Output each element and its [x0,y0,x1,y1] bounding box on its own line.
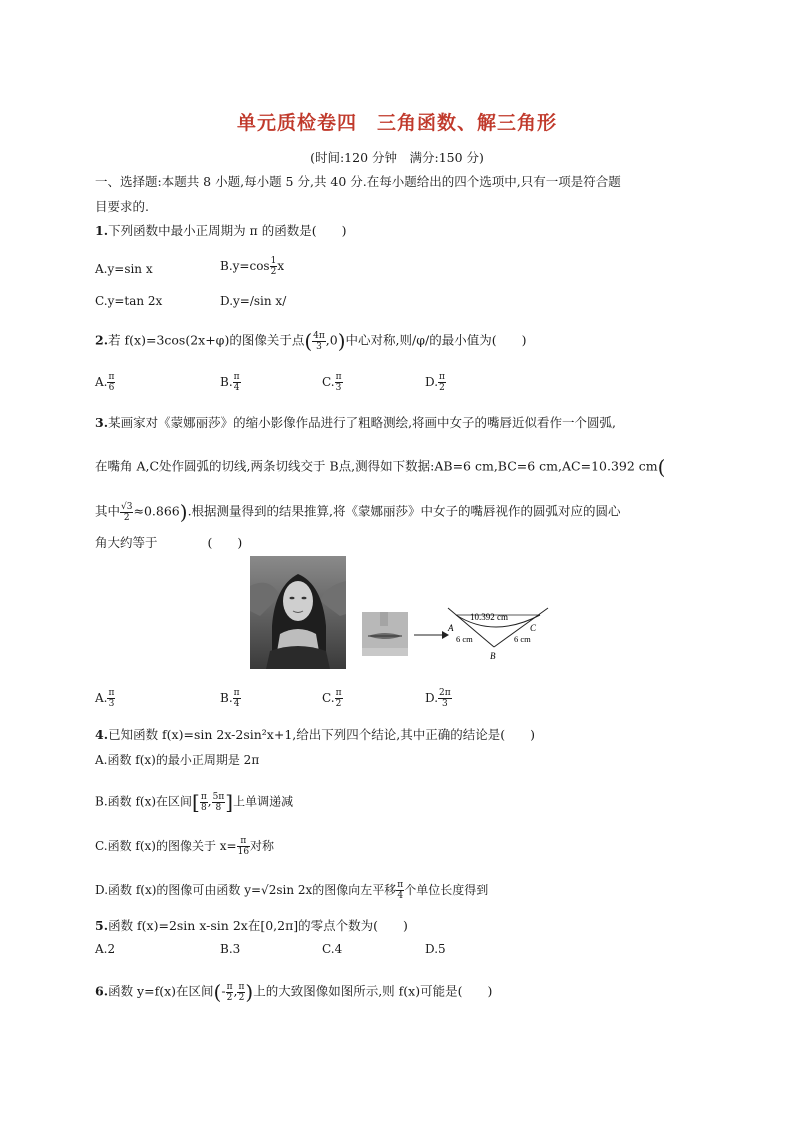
section-heading-line2: 目要求的. [95,199,149,214]
fraction-denominator: 6 [108,383,115,393]
option-text: 上单调递减 [233,794,294,809]
option-text: 个单位长度得到 [404,883,489,897]
fraction-denominator: 4 [233,699,240,709]
q2-option-b [220,372,241,393]
question-3-line3 [95,500,621,524]
minus-sign: - [221,983,226,999]
point-c-label: C [530,623,537,633]
q3-option-d [425,688,452,709]
arrow-right-icon [414,628,450,642]
fraction-numerator: π [439,372,445,382]
mona-lisa-image [250,556,346,669]
option-fraction [335,688,343,709]
q4-option-c [95,836,274,857]
fraction-denominator: 8 [200,802,207,813]
option-letter: B. [220,375,233,389]
q4-option-a: A.函数 f(x)的最小正周期是 2π [95,753,260,767]
option-letter: D. [425,691,439,705]
question-3-line4: 角大约等于 ( ) [95,535,243,550]
fraction-numerator: π [238,981,245,992]
fraction-denominator: 3 [335,383,342,393]
comma: , [233,983,238,999]
fraction-denominator: 8 [215,802,222,813]
section-heading-line1: 一、选择题:本题共 8 小题,每小题 5 分,共 40 分.在每小题给出的四个选项中,只有一项是符合题 [95,174,621,189]
fraction-denominator: 3 [441,699,448,709]
fraction-denominator: 2 [270,267,277,277]
option-text: B.函数 f(x)在区间 [95,794,193,809]
question-text: 其中 [95,503,121,519]
fraction-numerator: π [397,880,404,890]
option-fraction [212,792,226,813]
option-letter: B. [220,691,233,705]
q1-option-d: D.y=/sin x/ [220,294,287,308]
q3-option-c [322,688,343,709]
fraction-denominator: 4 [233,383,240,393]
question-4 [95,725,535,743]
q1-option-a: A.y=sin x [95,262,153,276]
root-fraction [120,502,133,523]
q2-option-d [425,372,446,393]
fraction-denominator: 2 [238,992,245,1003]
fraction-numerator: π [335,372,342,382]
paren-open: ( [304,329,313,353]
q5-option-d: D.5 [425,942,446,956]
paren-close: ) [179,500,188,524]
paren-close: ) [337,329,346,353]
q5-option-b: B.3 [220,942,241,956]
question-number: 4. [95,727,109,742]
option-fraction [233,372,241,393]
question-number: 5. [95,918,109,933]
paren-open: ( [657,455,666,479]
q5-option-c: C.4 [322,942,343,956]
fraction-denominator: 2 [123,512,130,523]
ac-length-label: 10.392 cm [470,612,508,622]
q1-option-c: C.y=tan 2x [95,294,163,308]
fraction-denominator: 2 [226,992,233,1003]
fraction-numerator: π [108,372,115,382]
option-text: D.函数 f(x)的图像可由函数 y=√2sin 2x的图像向左平移 [95,883,397,897]
option-letter: C. [322,691,335,705]
option-letter: C. [322,375,335,389]
question-number: 3. [95,415,109,430]
question-number: 1. [95,223,109,238]
option-letter: A. [95,691,108,705]
fraction-numerator: 5π [212,791,225,802]
question-5 [95,916,408,934]
paren-close: ) [245,980,254,1004]
option-fraction [107,372,115,393]
fraction-numerator: π [108,688,115,698]
fraction-denominator: 4 [397,891,404,901]
fraction-denominator: 3 [108,699,115,709]
option-fraction [438,688,452,709]
question-text: 函数 y=f(x)在区间 [108,983,214,999]
q2-option-c [322,372,343,393]
question-text: 下列函数中最小正周期为 π 的函数是( ) [108,223,347,238]
question-6 [95,980,492,1004]
fraction-numerator: π [237,836,250,847]
option-text: C.函数 f(x)的图像关于 x= [95,839,237,853]
q1-option-b-pre: B.y=cos [220,259,270,273]
option-fraction [107,688,115,709]
comma: , [207,794,212,809]
question-text-pre: 若 f(x)=3cos(2x+φ)的图像关于点 [108,332,305,348]
question-text: ≈0.866 [133,503,180,519]
lips-closeup-image [362,612,408,656]
q4-option-d [95,880,488,901]
question-text: 某画家对《蒙娜丽莎》的缩小影像作品进行了粗略测绘,将画中女子的嘴唇近似看作一个圆弧, [108,415,617,430]
option-fraction [396,880,404,901]
question-text: 上的大致图像如图所示,则 f(x)可能是( ) [253,983,493,999]
fraction-numerator: π [335,688,342,698]
question-text: 函数 f(x)=2sin x-sin 2x在[0,2π]的零点个数为( ) [108,918,408,933]
fraction-numerator: π [233,372,240,382]
fraction-denominator: 16 [237,847,250,857]
question-text: 已知函数 f(x)=sin 2x-2sin²x+1,给出下列四个结论,其中正确的结论是( ) [108,727,535,742]
q3-option-b [220,688,241,709]
q2-point-post: ,0 [325,332,338,348]
fraction-numerator: 1 [270,256,277,266]
fraction-numerator: 2π [439,688,451,698]
option-fraction [233,688,241,709]
q3-option-a [95,688,115,709]
exam-info: (时间:120 分钟 满分:150 分) [310,150,484,165]
q2-point-fraction [312,331,326,352]
question-text-post: 中心对称,则/φ/的最小值为( ) [345,332,527,348]
q2-option-a [95,372,115,393]
bc-length-label: 6 cm [514,634,531,644]
fraction-numerator: π [226,981,233,992]
question-2 [95,329,526,353]
fraction-numerator: π [200,791,207,802]
fraction-numerator: π [233,688,240,698]
option-text: 对称 [250,839,275,853]
bracket-close: ] [225,790,234,814]
question-3-line2 [95,455,665,479]
option-fraction [438,372,446,393]
option-letter: D. [425,375,439,389]
q5-option-a: A.2 [95,942,116,956]
q1-option-b [220,256,284,277]
question-text: 在嘴角 A,C处作圆弧的切线,两条切线交于 B点,测得如下数据:AB=6 cm,BC=6 cm,AC=10.392 cm [95,458,658,474]
option-letter: A. [95,375,108,389]
question-text: .根据测量得到的结果推算,将《蒙娜丽莎》中女子的嘴唇视作的圆弧对应的圆心 [187,503,621,519]
question-1 [95,221,346,239]
fraction-denominator: 2 [439,383,445,393]
point-a-label: A [448,623,454,633]
question-3-line1 [95,413,616,431]
option-fraction [200,792,208,813]
q1-option-b-post: x [277,259,285,273]
option-fraction [237,836,250,857]
fraction-denominator: 3 [316,341,322,352]
bracket-open: [ [192,790,200,814]
question-number: 2. [95,332,109,348]
paren-open: ( [213,980,222,1004]
fraction-numerator: 4π [313,330,325,341]
q4-option-b [95,790,293,814]
option-fraction [335,372,343,393]
ab-length-label: 6 cm [456,634,473,644]
point-b-label: B [490,651,496,661]
fraction-denominator: 2 [335,699,342,709]
question-number: 6. [95,983,109,999]
lip-triangle-diagram [446,605,550,665]
fraction-numerator: √3 [121,501,133,512]
page-title: 单元质检卷四 三角函数、解三角形 [236,112,557,134]
